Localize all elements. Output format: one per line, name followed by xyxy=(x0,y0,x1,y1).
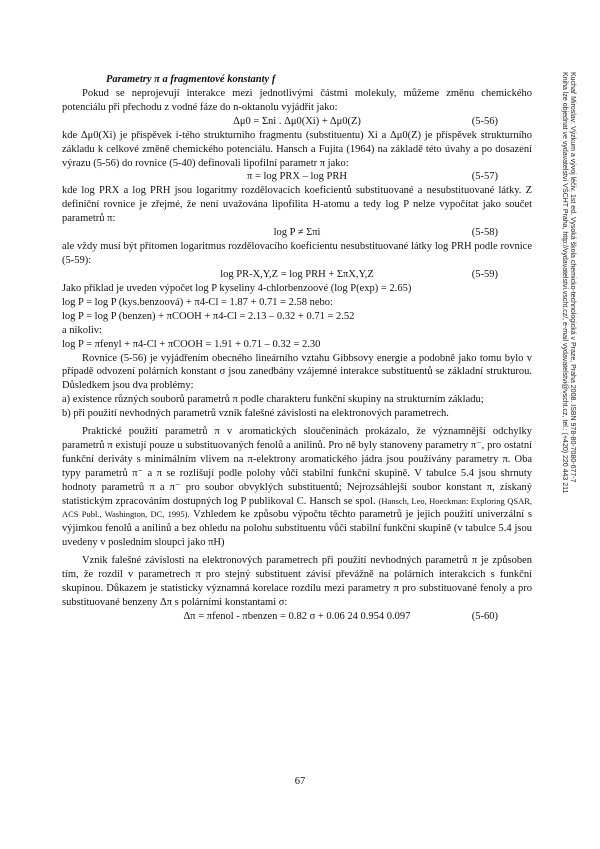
equation-formula: Δμ0 = Σni . Δμ0(Xi) + Δμ0(Z) xyxy=(233,115,361,127)
equation-number: (5-58) xyxy=(471,227,498,239)
calc-line: log P = πfenyl + π4-Cl + πCOOH = 1.91 + 0.71 – 0.32 = 2.30 xyxy=(62,338,321,350)
paragraph-hansch-fujita: kde Δμ0(Xi) je příspěvek i-tého strukturního fragmentu (substituentu) Xi a Δμ0(Z) je příspěvek strukturního základu k celkové změně chemického potenciálu. Hansch a Fujita (1964) na základě této úvahy a po dosazení výrazu (5-56) do rovnice (5-40) definovali lipofilní parametr π jako: xyxy=(62,129,532,169)
paragraph-text: Vzhledem ke způsobu výpočtu těchto parametrů je jejich použití univerzální s výjimkou fenolů a anilinů a bez ohledu na polohu substituentu vůči stabilní funkční skupině (v tabulce 5.4 jsou uvedeny v posledním sloupci jako πH) xyxy=(62,509,533,549)
paragraph-unsubstituted: ale vždy musí být přítomen logaritmus rozdělovacího koeficientu nesubstituované látky log PRH podle rovnice (5-59): xyxy=(62,241,532,267)
calc-line: a nikoliv: xyxy=(62,324,102,336)
equation-5-57 xyxy=(62,170,532,184)
list-item-b: b) při použití nevhodných parametrů vznik falešné závislosti na elektronových parametrech. xyxy=(62,408,449,420)
paragraph-intro: Pokud se neprojevují interakce mezi jednotlivými částmi molekuly, můžeme změnu chemického potenciálu při přechodu z vodné fáze do n-oktanolu vyjádřit jako: xyxy=(62,87,532,113)
equation-formula: Δπ = πfenol - πbenzen = 0.82 σ + 0.06 24 0.954 0.097 xyxy=(183,610,411,622)
equation-number: (5-59) xyxy=(471,268,498,280)
citation-line: Kniha lze objednat ve vydavatelství VŠCHT Praha, http://vydavatelstvi.vscht.cz/, e-mail vydavatelstvi@vscht.cz, tel.: (+420) 220 443 211 xyxy=(561,72,568,494)
side-citation xyxy=(560,72,576,592)
reference: (Hansch, Leo, Hoeckman: Exploring QSAR, ACS Publ., Washington, DC, 1995). xyxy=(62,495,533,520)
calc-line: log P = log P (benzen) + πCOOH + π4-Cl = 2.13 – 0.32 + 0.71 = 2.52 xyxy=(62,310,355,322)
equation-formula: log PR-X,Y,Z = log PRH + ΣπX,Y,Z xyxy=(220,268,374,280)
citation-line: Kuchař Miroslav: Výzkum a vývoj léčiv. 1st ed. Vysoká škola chemicko-technologická v Praze, Praha 2008. ISBN 978-80-7080-677-7 xyxy=(569,72,576,483)
page-body xyxy=(62,73,532,624)
equation-5-59 xyxy=(62,268,532,282)
paragraph-gibbs: Rovnice (5-56) je vyjádřením obecného lineárního vztahu Gibbsovy energie a podobně jako tomu bylo v případě odvození polárních konstant σ jsou zanedbány vzájemné interakce substituentů se základní strukturou. Důsledkem jsou dva problémy: xyxy=(62,352,532,392)
equation-5-58 xyxy=(62,226,532,240)
paragraph-log-p-definition: kde log PRX a log PRH jsou logaritmy rozdělovacích koeficientů substituované a nesubstituované látky. Z definiční rovnice je zřejmé, že není uvažována lipofilita H-atomu a tedy log P nelze vypočítat jako součet parametrů π: xyxy=(62,185,532,225)
calc-line: log P = log P (kys.benzoová) + π4-Cl = 1.87 + 0.71 = 2.58 nebo: xyxy=(62,296,333,308)
equation-number: (5-56) xyxy=(471,115,498,127)
equation-5-56 xyxy=(62,115,532,129)
page-number: 67 xyxy=(294,776,306,787)
paragraph-text: Praktické použití parametrů π v aromatických sloučeninách prokázalo, že významnější odchylky parametrů π existují pouze u substituovaných fenolů a anilinů. Pro ně byly stanoveny parametry π⁻, pro ostatní funkční deriváty s minimálním vlivem na π-elektrony aromatického jádra jsou používány parametry π. Oba typy parametrů π⁻ a π se rozlišují podle polohy vůči stabilní funkční skupině. V tabulce 5.4 jsou shrnuty hodnoty parametrů π a π⁻ pro soubor obvyklých substituentů; Nejrozsáhlejší soubor konstant π, získaný statistickým zpracováním dostupných log P publikoval C. Hansch se spol. xyxy=(62,426,532,507)
equation-5-60 xyxy=(62,610,532,624)
equation-number: (5-57) xyxy=(471,171,498,183)
list-item-a: a) existence různých souborů parametrů π podle charakteru funkční skupiny na strukturním základu; xyxy=(62,394,484,406)
paragraph-false-dependence: Vznik falešné závislosti na elektronových parametrech při použití nevhodných parametrů π je způsoben tím, že rozdíl v parametrech π pro stejný substituent závisí převážně na polárních interakcích s funkční skupinou. Důkazem je statisticky významná korelace rozdílu mezi parametry π pro substituované fenoly a pro substituované benzeny Δπ s polárními konstantami σ: xyxy=(62,555,532,608)
paragraph-example: Jako příklad je uveden výpočet log P kyseliny 4-chlorbenzoové (log P(exp) = 2.65) xyxy=(62,282,412,294)
equation-formula: log P ≠ Σπi xyxy=(273,227,321,239)
equation-number: (5-60) xyxy=(471,610,498,622)
paragraph-practical-use xyxy=(62,425,532,550)
equation-formula: π = log PRX – log PRH xyxy=(247,171,347,183)
section-heading: Parametry π a fragmentové konstanty f xyxy=(106,74,276,85)
